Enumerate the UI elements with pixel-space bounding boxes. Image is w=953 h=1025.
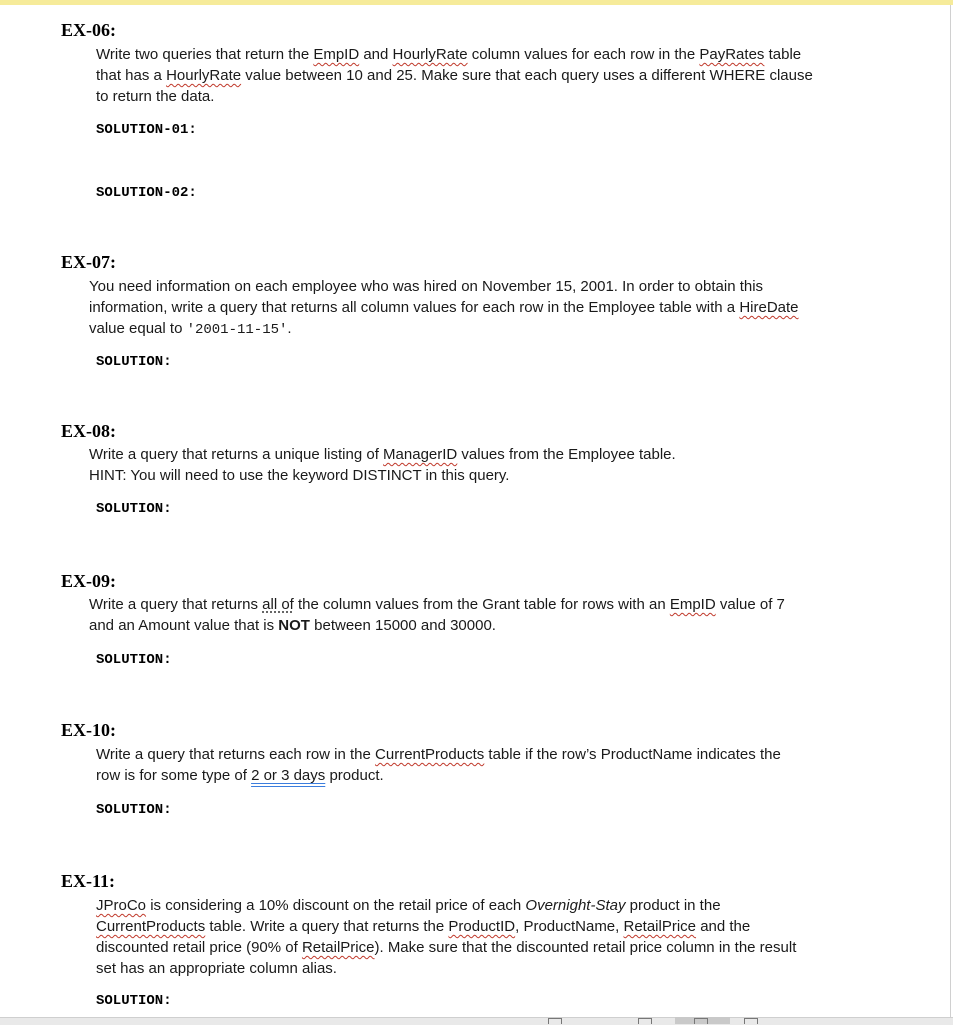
text-run: values from the Employee table.	[457, 446, 676, 463]
exercise-heading: EX-11:	[61, 871, 115, 891]
text-line	[96, 937, 856, 958]
grammar-flagged-text: 2 or 3 days	[251, 767, 326, 784]
exercise-heading: EX-07:	[61, 252, 116, 272]
focus-icon[interactable]	[548, 1018, 562, 1024]
text-line	[89, 318, 849, 341]
exercise-text	[96, 44, 856, 107]
text-line	[96, 44, 856, 65]
text-run: discounted retail price (90% of	[96, 939, 302, 956]
text-run: to return the data.	[96, 88, 215, 105]
text-run: value of 7	[715, 596, 785, 613]
spellcheck-flagged-word: RetailPrice	[301, 939, 375, 956]
text-line	[89, 594, 849, 615]
bold-text: NOT	[278, 617, 310, 634]
text-run: table	[764, 46, 802, 63]
text-line	[96, 86, 856, 107]
text-run: Write a query that returns each row in the	[96, 746, 376, 763]
text-run: You need information on each employee who was hired on November 15, 2001. In order to obtain this	[89, 278, 764, 295]
text-line	[89, 276, 849, 297]
text-run: is considering a 10% discount on the retail price of each	[146, 897, 526, 914]
text-run: and	[359, 46, 393, 63]
spellcheck-flagged-word: CurrentProducts	[96, 918, 206, 935]
text-run: set has an appropriate column alias.	[96, 960, 337, 977]
text-run: between 15000 and 30000.	[309, 617, 496, 634]
print-layout-icon[interactable]	[694, 1018, 708, 1024]
solution-label: SOLUTION:	[96, 501, 172, 517]
spellcheck-flagged-word: EmpID	[313, 46, 360, 63]
exercise-heading: EX-08:	[61, 421, 116, 441]
solution-label: SOLUTION-01:	[96, 122, 197, 138]
spellcheck-flagged-word: HourlyRate	[392, 46, 468, 63]
text-run: Write a query that returns a unique listing of	[89, 446, 384, 463]
text-run: value between 10 and 25. Make sure that each query uses a different WHERE clause	[241, 67, 813, 84]
italic-text: Overnight-Stay	[525, 897, 626, 914]
spellcheck-flagged-word: ManagerID	[383, 446, 458, 463]
spellcheck-flagged-word: RetailPrice	[623, 918, 697, 935]
exercise-heading: EX-06:	[61, 20, 116, 40]
text-run: table. Write a query that returns the	[205, 918, 449, 935]
text-run: value equal to	[89, 320, 187, 337]
solution-label: SOLUTION:	[96, 354, 172, 370]
text-run: the column values from the Grant table for rows with an	[293, 596, 670, 613]
text-run: column values for each row in the	[467, 46, 700, 63]
text-run: product.	[325, 767, 384, 784]
text-run: and the	[696, 918, 751, 935]
spellcheck-flagged-word: ProductID	[448, 918, 516, 935]
text-line	[96, 895, 856, 916]
text-run: information, write a query that returns all column values for each row in the Employee table with a	[89, 299, 740, 316]
spellcheck-flagged-word: HourlyRate	[166, 67, 242, 84]
text-line	[96, 744, 856, 765]
text-line	[96, 65, 856, 86]
text-line	[89, 297, 849, 318]
text-run: product in the	[625, 897, 721, 914]
text-run: row is for some type of	[96, 767, 252, 784]
text-run: table if the row’s ProductName indicates the	[484, 746, 781, 763]
text-run: and an Amount value that is	[89, 617, 279, 634]
text-run: , ProductName,	[515, 918, 624, 935]
text-line	[96, 765, 856, 786]
read-mode-icon[interactable]	[638, 1018, 652, 1024]
exercise-text	[89, 594, 849, 636]
solution-label: SOLUTION-02:	[96, 185, 197, 201]
text-run: HINT: You will need to use the keyword DISTINCT in this query.	[89, 467, 510, 484]
text-run: Write two queries that return the	[96, 46, 314, 63]
text-line	[96, 916, 856, 937]
exercise-heading: EX-09:	[61, 571, 116, 591]
web-layout-icon[interactable]	[744, 1018, 758, 1024]
solution-label: SOLUTION:	[96, 993, 172, 1009]
spellcheck-flagged-word: EmpID	[669, 596, 716, 613]
text-line	[89, 615, 849, 636]
spellcheck-flagged-word: HireDate	[739, 299, 799, 316]
spellcheck-flagged-word: JProCo	[96, 897, 147, 914]
text-line	[96, 958, 856, 979]
exercise-text	[89, 444, 849, 486]
text-line	[89, 444, 849, 465]
exercise-text	[96, 895, 856, 979]
spellcheck-flagged-word: CurrentProducts	[375, 746, 485, 763]
solution-label: SOLUTION:	[96, 652, 172, 668]
solution-label: SOLUTION:	[96, 802, 172, 818]
text-run: that has a	[96, 67, 167, 84]
spellcheck-flagged-word: PayRates	[699, 46, 765, 63]
code-literal: '2001-11-15'	[186, 322, 288, 338]
exercise-text	[96, 744, 856, 786]
exercise-text	[89, 276, 849, 341]
text-run: ). Make sure that the discounted retail price column in the result	[374, 939, 797, 956]
text-line	[89, 465, 849, 486]
text-run: Write a query that returns	[89, 596, 263, 613]
exercise-heading: EX-10:	[61, 720, 116, 740]
grammar-flagged-text: all of	[262, 596, 294, 613]
text-run: .	[287, 320, 292, 337]
